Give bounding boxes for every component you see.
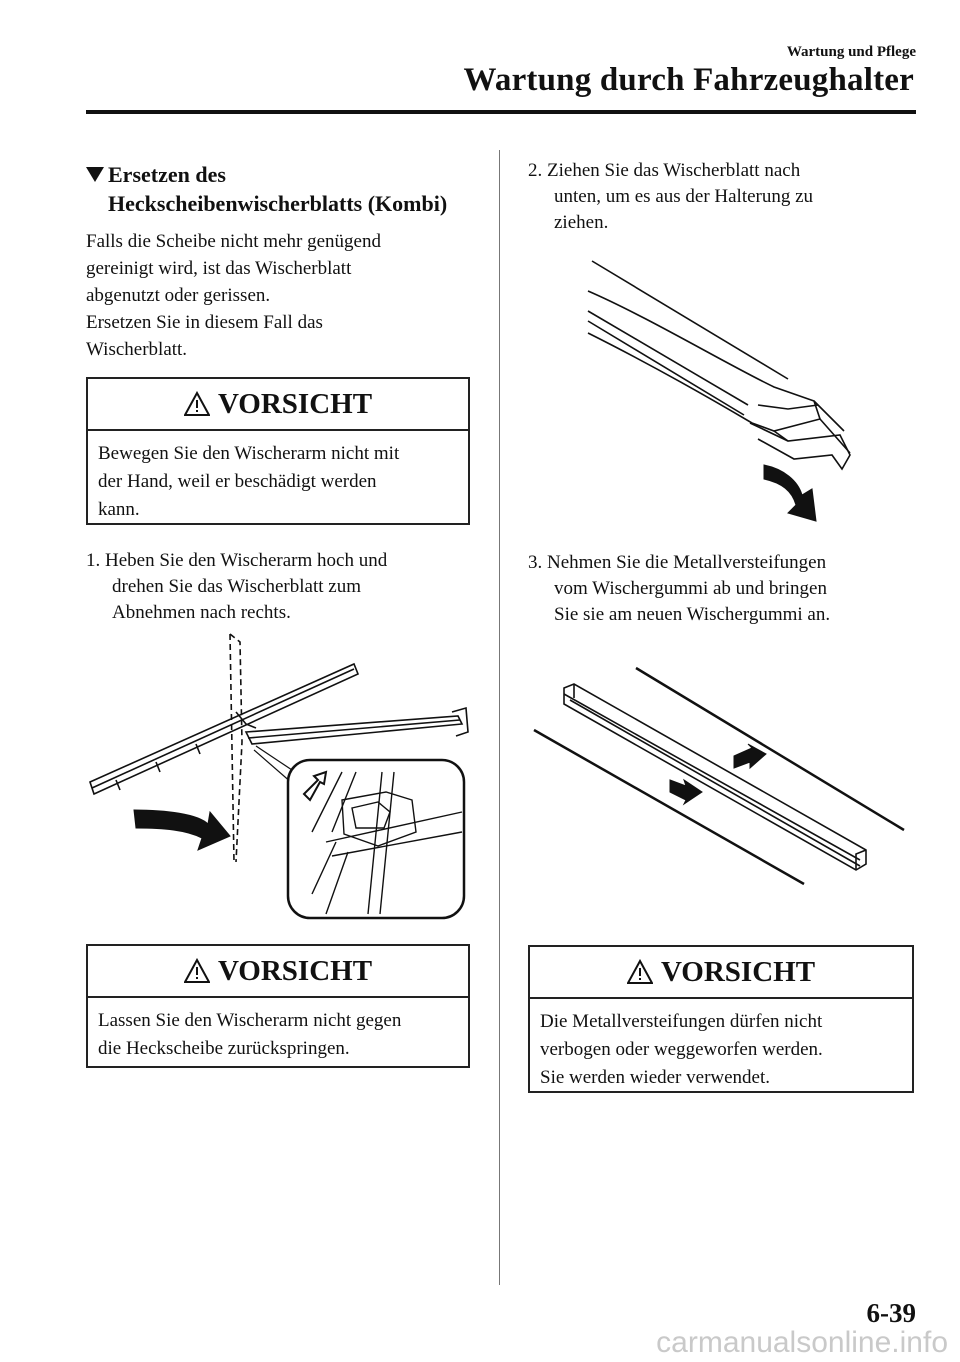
illustration-metal-stiffeners: [530, 664, 910, 894]
intro-line: gereinigt wird, ist das Wischerblatt: [86, 258, 352, 279]
step-line: Heben Sie den Wischerarm hoch und: [105, 550, 388, 571]
caution-header: [530, 947, 912, 999]
step-line: vom Wischergummi ab und bringen: [554, 578, 827, 599]
caution-body: [88, 431, 468, 532]
intro-line: abgenutzt oder gerissen.: [86, 285, 271, 306]
caution-box-3: [528, 945, 914, 1093]
step-line: Sie sie am neuen Wischergummi an.: [554, 604, 831, 625]
warning-icon: [627, 959, 653, 985]
intro-line: Wischerblatt.: [86, 339, 188, 360]
header-rule: [86, 110, 916, 114]
watermark: carmanualsonline.info: [656, 1326, 948, 1359]
step-line: drehen Sie das Wischerblatt zum: [112, 576, 361, 597]
pull-down-arrow-icon: [764, 465, 816, 521]
wiper-blade: [246, 716, 462, 744]
step-3: [528, 550, 928, 628]
illustration-wiper-arm-rotate: [86, 632, 470, 922]
caution-body: [530, 999, 912, 1100]
section-title-line1: Ersetzen des: [108, 162, 226, 187]
step-line: Abnehmen nach rechts.: [112, 602, 291, 623]
caution-line: der Hand, weil er beschädigt werden: [98, 471, 377, 492]
caution-line: Sie werden wieder verwendet.: [540, 1067, 771, 1088]
step-number: 1.: [86, 550, 101, 571]
intro-line: Falls die Scheibe nicht mehr genügend: [86, 231, 381, 252]
section-title: [86, 160, 486, 218]
section-title-line2: Heckscheibenwischerblatts (Kombi): [108, 191, 448, 216]
step-number: 2.: [528, 160, 543, 181]
step-1: [86, 548, 486, 626]
caution-line: kann.: [98, 499, 140, 520]
wiper-rubber: [564, 684, 866, 870]
column-divider: [499, 150, 500, 1285]
header-section-title: Wartung durch Fahrzeughalter: [463, 62, 914, 98]
warning-icon: [184, 958, 210, 984]
caution-title: VORSICHT: [217, 387, 373, 420]
caution-line: Die Metallversteifungen dürfen nicht: [540, 1011, 823, 1032]
triangle-down-icon: [86, 160, 108, 189]
step-line: ziehen.: [554, 212, 609, 233]
caution-box-1: [86, 377, 470, 525]
caution-title: VORSICHT: [217, 954, 373, 987]
step-2: [528, 158, 928, 236]
step-line: Ziehen Sie das Wischerblatt nach: [547, 160, 801, 181]
caution-line: die Heckscheibe zurückspringen.: [98, 1038, 350, 1059]
wiper-arm-body: [588, 291, 820, 431]
intro-line: Ersetzen Sie in diesem Fall das: [86, 312, 323, 333]
caution-header: [88, 946, 468, 998]
step-number: 3.: [528, 552, 543, 573]
metal-stiffener-top: [636, 668, 904, 830]
caution-body: [88, 998, 468, 1071]
arrow-right-icon: [670, 780, 702, 804]
caution-line: Bewegen Sie den Wischerarm nicht mit: [98, 443, 400, 464]
warning-icon: [184, 391, 210, 417]
caution-header: [88, 379, 468, 431]
page-number: 6-39: [866, 1298, 916, 1328]
caution-box-2: [86, 944, 470, 1068]
intro-paragraph: [86, 228, 486, 363]
caution-line: Lassen Sie den Wischerarm nicht gegen: [98, 1010, 402, 1031]
illustration-blade-pull-down: [588, 255, 860, 525]
arrow-left-icon: [734, 744, 766, 768]
caution-title: VORSICHT: [660, 955, 816, 988]
rotate-arrow-icon: [134, 810, 230, 850]
step-line: Nehmen Sie die Metallversteifungen: [547, 552, 827, 573]
step-line: unten, um es aus der Halterung zu: [554, 186, 814, 207]
header-section-small: Wartung und Pflege: [786, 44, 916, 60]
caution-line: verbogen oder weggeworfen werden.: [540, 1039, 823, 1060]
wiper-arm-line: [592, 261, 788, 379]
